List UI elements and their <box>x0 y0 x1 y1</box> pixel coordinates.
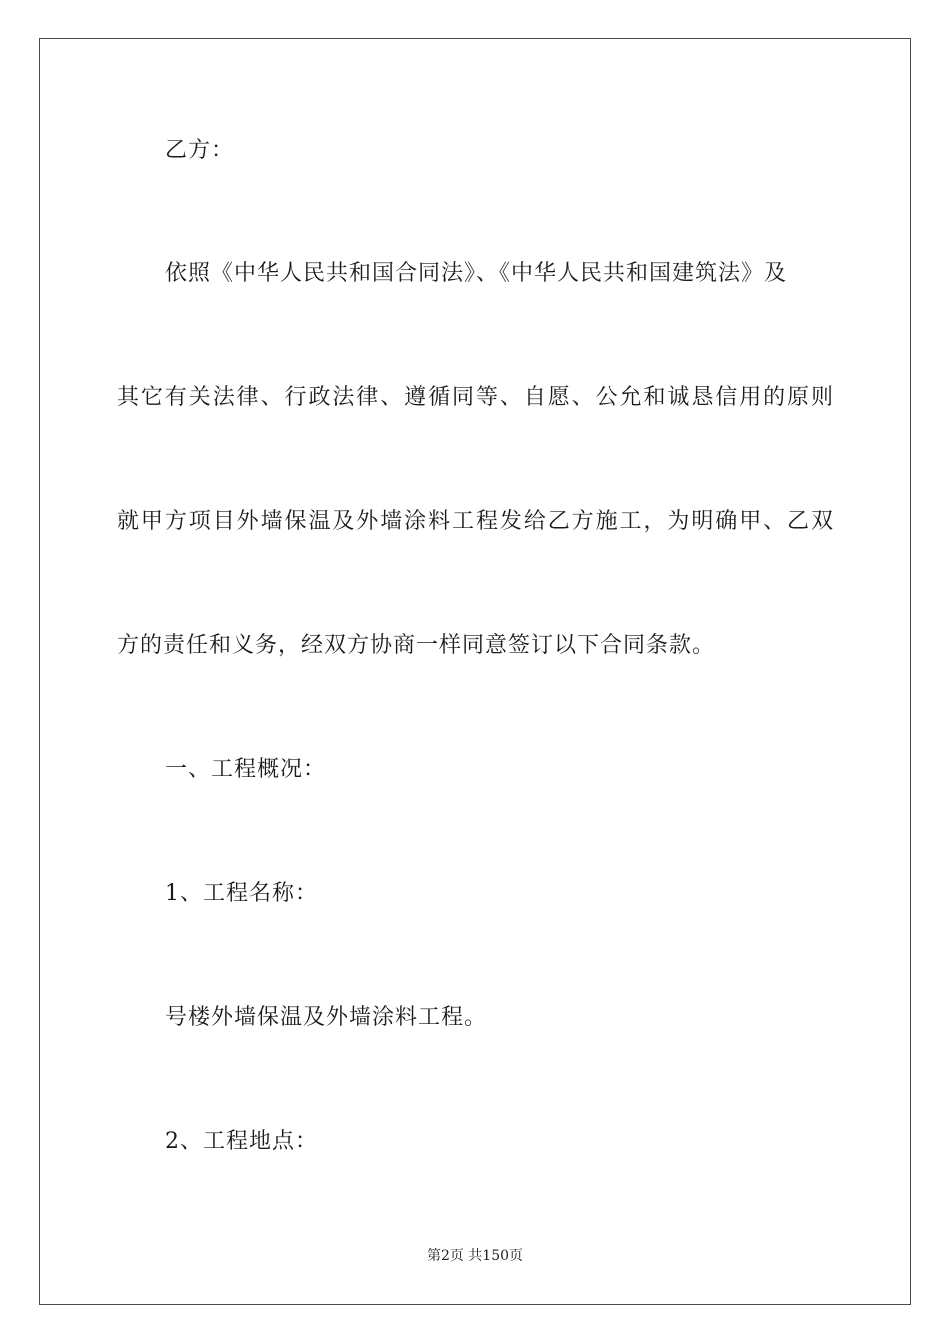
party-b-label: 乙方： <box>165 138 235 163</box>
paragraph-line-4: 方的责任和义务，经双方协商一样同意签订以下合同条款。 <box>117 633 716 658</box>
project-name-value: 号楼外墙保温及外墙涂料工程。 <box>165 1005 488 1030</box>
item-project-location: 2、工程地点： <box>165 1129 318 1154</box>
paragraph-line-3: 就甲方项目外墙保温及外墙涂料工程发给乙方施工，为明确甲、乙双 <box>117 509 833 534</box>
page-number-footer: 第2页 共150页 <box>426 1248 524 1264</box>
section-heading-overview: 一、工程概况： <box>165 757 327 782</box>
page-border <box>39 38 911 1305</box>
paragraph-line-1: 依照《中华人民共和国合同法》、《中华人民共和国建筑法》及 <box>165 261 788 286</box>
item-project-name: 1、工程名称： <box>165 881 318 906</box>
paragraph-line-2: 其它有关法律、行政法律、遵循同等、自愿、公允和诚恳信用的原则 <box>117 385 833 410</box>
